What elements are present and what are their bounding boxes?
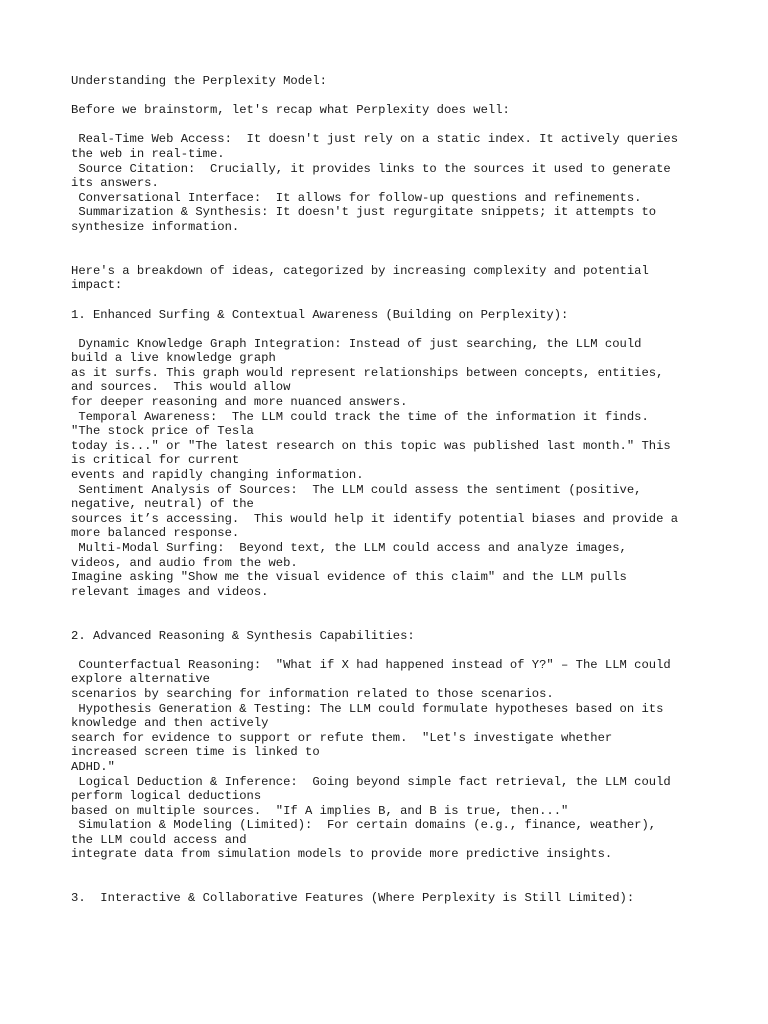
text-line: is critical for current xyxy=(71,453,240,468)
blank-line xyxy=(71,249,711,264)
text-line: videos, and audio from the web. xyxy=(71,555,298,570)
blank-line xyxy=(71,293,711,308)
text-line: ADHD." xyxy=(71,759,115,774)
text-line: Temporal Awareness: The LLM could track the time of the information it finds. xyxy=(71,409,649,424)
text-line: sources it’s accessing. This would help it identify potential biases and provide a xyxy=(71,511,679,526)
text-line: Source Citation: Crucially, it provides links to the sources it used to generate xyxy=(71,161,671,176)
blank-line xyxy=(71,877,711,892)
text-line: search for evidence to support or refute them. "Let's investigate whether xyxy=(71,730,613,745)
text-line: Before we brainstorm, let's recap what Perplexity does well: xyxy=(71,103,510,118)
blank-line xyxy=(71,235,711,250)
text-line: 2. Advanced Reasoning & Synthesis Capabilities: xyxy=(71,628,415,643)
text-line: the LLM could access and xyxy=(71,832,247,847)
text-line: impact: xyxy=(71,278,123,293)
text-line: 3. Interactive & Collaborative Features (Where Perplexity is Still Limited): xyxy=(71,891,635,906)
text-line: Dynamic Knowledge Graph Integration: Instead of just searching, the LLM could xyxy=(71,336,642,351)
text-line: integrate data from simulation models to provide more predictive insights. xyxy=(71,847,613,862)
text-line: perform logical deductions xyxy=(71,789,262,804)
document-page xyxy=(71,74,711,906)
text-line: its answers. xyxy=(71,176,159,191)
text-line: for deeper reasoning and more nuanced answers. xyxy=(71,395,408,410)
blank-line xyxy=(71,862,711,877)
text-line: today is..." or "The latest research on this topic was published last month." This xyxy=(71,438,671,453)
blank-line xyxy=(71,89,711,104)
text-line: Counterfactual Reasoning: "What if X had happened instead of Y?" – The LLM could xyxy=(71,657,671,672)
text-line: Multi-Modal Surfing: Beyond text, the LLM could access and analyze images, xyxy=(71,541,627,555)
text-line: as it surfs. This graph would represent relationships between concepts, entities, xyxy=(71,365,664,380)
text-line: Hypothesis Generation & Testing: The LLM could formulate hypotheses based on its xyxy=(71,701,664,716)
text-line: knowledge and then actively xyxy=(71,716,269,731)
text-line: Here's a breakdown of ideas, categorized by increasing complexity and potential xyxy=(71,263,649,278)
text-line: explore alternative xyxy=(71,672,210,687)
text-line: scenarios by searching for information related to those scenarios. xyxy=(71,686,554,701)
text-line: the web in real-time. xyxy=(71,146,225,161)
text-line: Real-Time Web Access: It doesn't just rely on a static index. It actively queries xyxy=(71,132,679,147)
blank-line xyxy=(71,322,711,337)
text-line: Sentiment Analysis of Sources: The LLM could assess the sentiment (positive, xyxy=(71,482,642,497)
text-line: Imagine asking "Show me the visual evidence of this claim" and the LLM pulls xyxy=(71,570,627,585)
text-line: increased screen time is linked to xyxy=(71,745,320,760)
text-line: Simulation & Modeling (Limited): For certain domains (e.g., finance, weather), xyxy=(71,818,657,833)
text-line: events and rapidly changing information. xyxy=(71,468,364,483)
text-line: "The stock price of Tesla xyxy=(71,424,254,439)
text-line: negative, neutral) of the xyxy=(71,497,254,512)
text-line: build a live knowledge graph xyxy=(71,351,276,366)
text-line: more balanced response. xyxy=(71,526,240,541)
text-line: 1. Enhanced Surfing & Contextual Awareness (Building on Perplexity): xyxy=(71,307,569,322)
text-line: and sources. This would allow xyxy=(71,380,291,395)
text-line: Summarization & Synthesis: It doesn't just regurgitate snippets; it attempts to xyxy=(71,205,657,220)
text-line: Logical Deduction & Inference: Going beyond simple fact retrieval, the LLM could xyxy=(71,774,671,789)
text-line: Understanding the Perplexity Model: xyxy=(71,74,327,88)
blank-line xyxy=(71,614,711,629)
blank-line xyxy=(71,643,711,658)
blank-line xyxy=(71,118,711,133)
blank-line xyxy=(71,599,711,614)
text-line: Conversational Interface: It allows for follow-up questions and refinements. xyxy=(71,190,642,205)
text-line: synthesize information. xyxy=(71,219,240,234)
text-line: based on multiple sources. "If A implies B, and B is true, then..." xyxy=(71,803,569,818)
text-line: relevant images and videos. xyxy=(71,584,269,599)
